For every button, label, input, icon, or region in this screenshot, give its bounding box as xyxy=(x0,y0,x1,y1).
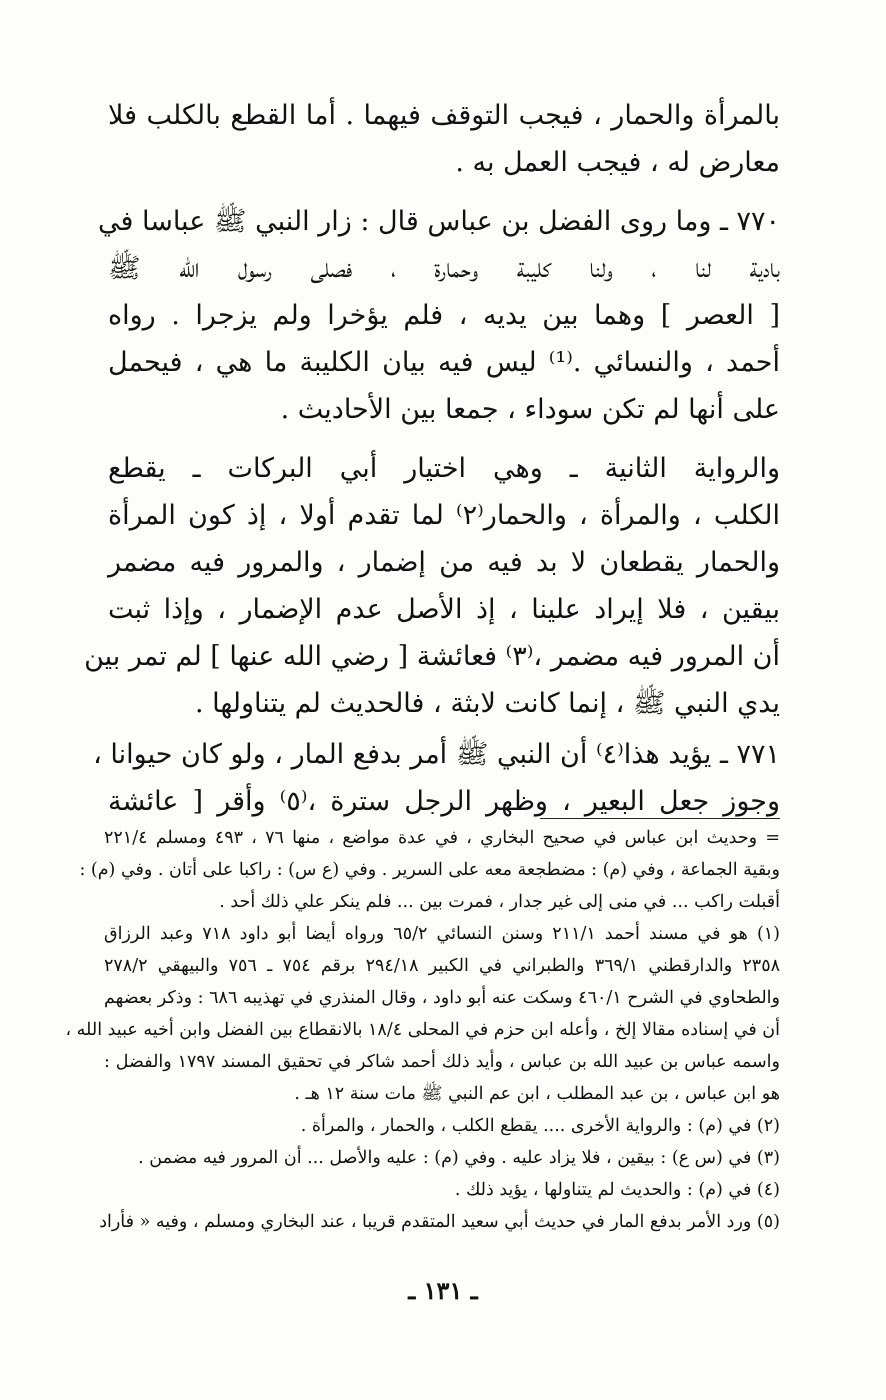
footnote-line: أن في إسناده مقالا إلخ ، وأعله ابن حزم في المحلى ١٨/٤ بالانقطاع بين الفضل وابن أخيه عبيد الله ، xyxy=(65,1020,780,1040)
footnote-3: (٣) في (س ع) : بيقين ، فلا يزاد عليه . وفي (م) : عليه والأصل ... أن المرور فيه مضمن . xyxy=(138,1148,780,1168)
footnote-5: (٥) ورد الأمر بدفع المار في حديث أبي سعيد المتقدم قريبا ، عند البخاري ومسلم ، وفيه « فأراد xyxy=(99,1212,780,1232)
text-line: أحمد ، والنسائي .⁽¹⁾ ليس فيه بيان الكليبة ما هي ، فيحمل xyxy=(108,347,780,378)
footnote-4: (٤) في (م) : والحديث لم يتناولها ، يؤيد ذلك . xyxy=(454,1180,780,1200)
text-line: ٧٧٠ ـ وما روى الفضل بن عباس قال : زار النبي ﷺ عباسا في xyxy=(97,206,780,237)
footnote-line: هو ابن عباس ، بن عبد المطلب ، ابن عم النبي ﷺ مات سنة ١٢ هـ . xyxy=(294,1084,780,1104)
text-line: بالمرأة والحمار ، فيجب التوقف فيهما . أما القطع بالكلب فلا xyxy=(108,100,780,131)
text-line: بيقين ، فلا إيراد علينا ، إذ الأصل عدم الإضمار ، وإذا ثبت xyxy=(108,594,780,625)
footnote-line: والطحاوي في الشرح ٤٦٠/١ وسكت عنه أبو داود ، وقال المنذري في تهذيبه ٦٨٦ : وذكر بعضهم xyxy=(104,988,780,1008)
text-line: وجوز جعل البعير ، وظهر الرجل سترة ،⁽٥⁾ وأقر [ عائشة xyxy=(108,786,780,817)
footnotes xyxy=(65,822,780,1238)
footnote-line: وبقية الجماعة ، وفي (م) : مضطجعة معه على السرير . وفي (ع س) : راكبا على أتان . وفي (م) : xyxy=(79,860,780,880)
footnote-separator xyxy=(540,818,780,819)
footnote-line: ٢٣٥٨ والدارقطني ٣٦٩/١ والطبراني في الكبير ٢٩٤/١٨ برقم ٧٥٤ ـ ٧٥٦ والبيهقي ٢٧٨/٢ xyxy=(104,956,780,976)
text-line: معارض له ، فيجب العمل به . xyxy=(455,147,780,178)
footnote-line: = وحديث ابن عباس في صحيح البخاري ، في عدة مواضع ، منها ٧٦ ، ٤٩٣ ومسلم ٢٢١/٤ xyxy=(104,828,780,848)
text-line: بادية لنا ، ولنا كليبة وحمارة ، فصلى رسول الله ﷺ xyxy=(108,253,780,284)
text-line: أن المرور فيه مضمر ،⁽٣⁾ فعائشة [ رضي الله عنها ] لم تمر بين xyxy=(84,641,780,672)
footnote-line: واسمه عباس بن عبيد الله بن عباس ، وأيد ذلك أحمد شاكر في تحقيق المسند ١٧٩٧ والفضل : xyxy=(104,1052,780,1072)
text-line: يدي النبي ﷺ ، إنما كانت لابثة ، فالحديث لم يتناولها . xyxy=(194,688,780,719)
text-line: الكلب ، والمرأة ، والحمار⁽٢⁾ لما تقدم أولا ، إذ كون المرأة xyxy=(108,500,780,531)
main-text xyxy=(84,92,780,825)
text-line: والرواية الثانية ـ وهي اختيار أبي البركات ـ يقطع xyxy=(108,453,780,484)
text-line: على أنها لم تكن سوداء ، جمعا بين الأحاديث . xyxy=(280,394,780,425)
footnote-line: أقبلت راكب ... في منى إلى غير جدار ، فمرت بين ... فلم ينكر علي ذلك أحد . xyxy=(219,892,780,912)
page-number: ـ ١٣١ ـ xyxy=(408,1276,478,1305)
text-line: [ العصر ] وهما بين يديه ، فلم يؤخرا ولم يزجرا . رواه xyxy=(108,300,780,331)
text-line: ٧٧١ ـ يؤيد هذا⁽٤⁾ أن النبي ﷺ أمر بدفع المار ، ولو كان حيوانا ، xyxy=(93,739,780,770)
footnote-line: (١) هو في مسند أحمد ٢١١/١ وسنن النسائي ٦٥/٢ ورواه أيضا أبو داود ٧١٨ وعبد الرزاق xyxy=(104,924,780,944)
text-line: والحمار يقطعان لا بد فيه من إضمار ، والمرور فيه مضمر xyxy=(108,547,780,578)
footnote-2: (٢) في (م) : والرواية الأخرى .... يقطع الكلب ، والحمار ، والمرأة . xyxy=(300,1116,780,1136)
